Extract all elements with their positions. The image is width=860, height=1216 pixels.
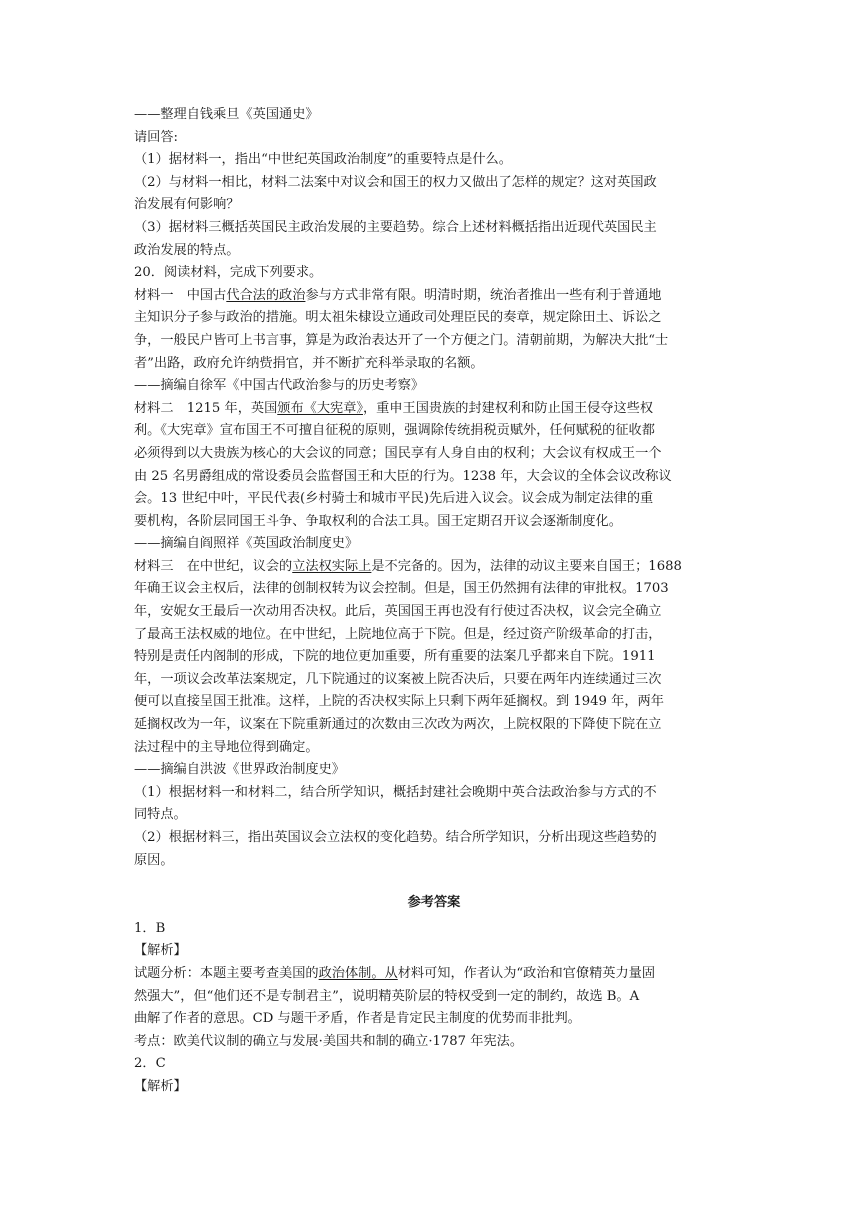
material-3-line: 年，一项议会改革法案规定，几下院通过的议案被上院否决后，只要在两年内连续通过三次 (134, 671, 662, 687)
question-20-1-cont: 同特点。 (134, 807, 187, 823)
underlined-text: 代合法的政治 (226, 287, 306, 303)
question-20-1: （1）根据材料一和材料二，结合所学知识，概括封建社会晚期中英合法政治参与方式的不 (134, 784, 657, 800)
question-19-1: （1）据材料一，指出“中世纪英国政治制度”的重要特点是什么。 (134, 152, 512, 168)
question-19-2-cont: 治发展有何影响？ (134, 197, 240, 213)
material-3-line: 延搁权改为一年，议案在下院重新通过的次数由三次改为两次，上院权限的下降使下院在立 (134, 717, 662, 733)
material-3-line: 年，安妮女王最后一次动用否决权。此后，英国国王再也没有行使过否决权，议会完全确立 (134, 604, 662, 620)
material-1 (134, 285, 734, 398)
material-3-line: 年确王议会主权后，法律的创制权转为议会控制。但是，国王仍然拥有法律的审批权。1703 (134, 581, 669, 597)
material-2-line: 会。13 世纪中叶，平民代表(乡村骑士和城市平民)先后进入议会。议会成为制定法律的重 (134, 491, 654, 507)
question-19-3-cont: 政治发展的特点。 (134, 242, 240, 258)
material-1-source: ——摘编自徐军《中国古代政治参与的历史考察》 (134, 378, 425, 394)
analysis-tag: 【解析】 (134, 943, 187, 959)
material-1-line: 材料一 中国古代合法的政治参与方式非常有限。明清时期，统治者推出一些有利于普通地 (134, 287, 662, 303)
underlined-text: 颁布《大宪章》 (277, 400, 363, 416)
material-3-line: 了最高王法权威的地位。在中世纪，上院地位高于下院。但是，经过资产阶级革命的打击， (134, 626, 662, 642)
underlined-text: 政治体制。从 (318, 965, 398, 981)
question-20-2-cont: 原因。 (134, 852, 174, 868)
material-3-line: 材料三 在中世纪，议会的立法权实际上是不完备的。因为，法律的动议主要来自国王；1688 (134, 558, 682, 574)
question-19-2: （2）与材料一相比，材料二法案中对议会和国王的权力又做出了怎样的规定？这对英国政 (134, 174, 657, 190)
material-3-line: 法过程中的主导地位得到确定。 (134, 739, 319, 755)
answers-section (134, 918, 734, 1099)
prompt-label: 请回答: (134, 129, 179, 145)
material-2-line: 材料二 1215 年，英国颁布《大宪章》，重申王国贵族的封建权利和防止国王侵夺这些权 (134, 400, 654, 416)
answer-1: 1．B (134, 920, 166, 936)
material-1-line: 主知识分子参与政治的措施。明太祖朱棣设立通政司处理臣民的奏章，规定除田土、诉讼之 (134, 310, 662, 326)
material-1-line: 争，一般民户皆可上书言事，算是为政治表达开了一个方便之门。清朝前期，为解决大批“士 (134, 332, 669, 348)
material-3-line: 便可以直接呈国王批准。这样，上院的否决权实际上只剩下两年延搁权。到 1949 年，两年 (134, 694, 664, 710)
question-20-2: （2）根据材料三，指出英国议会立法权的变化趋势。结合所学知识，分析出现这些趋势的 (134, 830, 657, 845)
question-20-prompts (134, 782, 734, 872)
material-2 (134, 398, 734, 556)
underlined-text: 立法权实际上 (292, 558, 372, 574)
material-1-line: 者”出路，政府允许纳赀捐官，并不断扩充科举录取的名额。 (134, 355, 484, 371)
material-3 (134, 556, 734, 782)
material-3-source: ——摘编自洪波《世界政治制度史》 (134, 762, 345, 778)
answer-2: 2．C (134, 1056, 166, 1072)
answer-1-analysis: 试题分析：本题主要考查美国的政治体制。从材料可知，作者认为“政治和官僚精英力量固 (134, 965, 656, 981)
question-19-prompts (134, 104, 734, 285)
answer-1-knowledge-point: 考点：欧美代议制的确立与发展·美国共和制的确立·1787 年宪法。 (134, 1033, 524, 1049)
material-2-line: 由 25 名男爵组成的常设委员会监督国王和大臣的行为。1238 年，大会议的全体会议改称议 (134, 468, 672, 484)
document-body (134, 104, 734, 1099)
material-2-line: 必须得到以大贵族为核心的大会议的同意；国民享有人身自由的权利；大会议有权成王一个 (134, 445, 662, 461)
analysis-tag: 【解析】 (134, 1078, 187, 1094)
source-citation: ——整理自钱乘旦《英国通史》 (134, 107, 319, 122)
material-3-line: 特别是责任内阁制的形成，下院的地位更加重要，所有重要的法案几乎都来自下院。1911 (134, 649, 656, 665)
question-19-3: （3）据材料三概括英国民主政治发展的主要趋势。综合上述材料概括指出近现代英国民主 (134, 219, 657, 235)
answers-heading: 参考答案 (407, 895, 461, 911)
question-20-title: 20．阅读材料，完成下列要求。 (134, 265, 323, 281)
material-2-line: 利。《大宪章》宣布国王不可擅自征税的原则，强调除传统捐税贡赋外，任何赋税的征收都 (134, 423, 655, 439)
answer-1-analysis: 曲解了作者的意思。CD 与题干矛盾，作者是肯定民主制度的优势而非批判。 (134, 1011, 581, 1027)
material-2-source: ——摘编自阎照祥《英国政治制度史》 (134, 536, 359, 552)
material-2-line: 要机构，各阶层同国王斗争、争取权利的合法工具。国王定期召开议会逐渐制度化。 (134, 513, 622, 529)
answer-1-analysis: 然强大”，但“他们还不是专制君主”，说明精英阶层的特权受到一定的制约，故选 B。A (134, 988, 640, 1004)
